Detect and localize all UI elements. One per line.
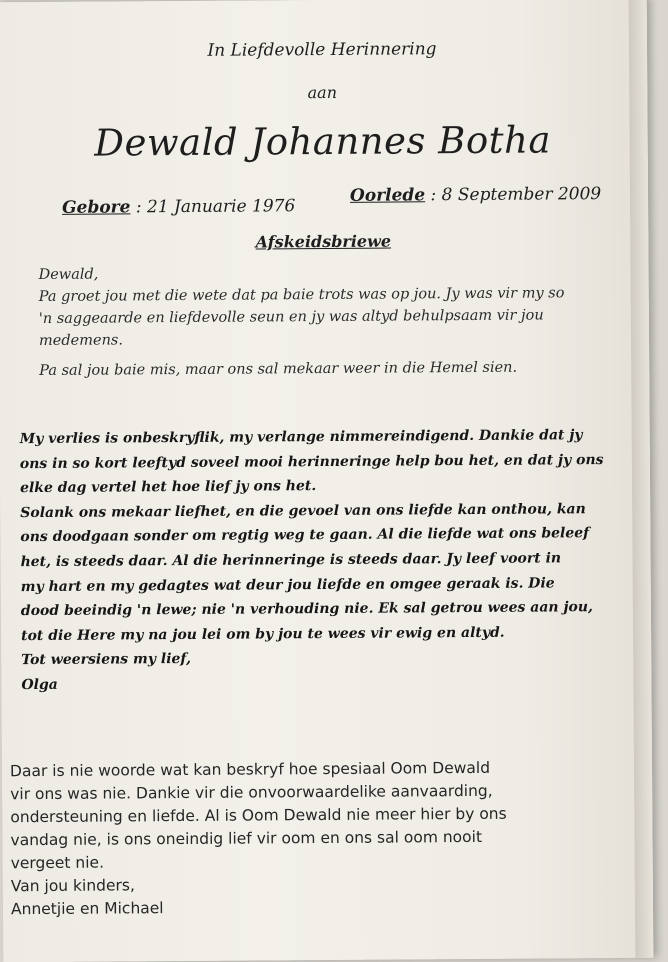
letter-line: Dewald,: [38, 266, 99, 283]
letter-olga: [20, 423, 622, 698]
letter-line: my hart en my gedagtes wat deur jou liefde en omgee geraak is. Die: [20, 574, 555, 595]
letter-line: dood beeindig 'n lewe; nie 'n verhouding nie. Ek sal getrou wees aan jou,: [20, 599, 593, 620]
letter-line: Pa sal jou baie mis, maar ons sal mekaar weer in die Hemel sien.: [39, 359, 518, 379]
signature-olga: Olga: [21, 676, 58, 694]
heading-aan: aan: [307, 82, 338, 103]
letter-line: het, is steeds daar. Al die herinneringe is steeds daar. Jy leef voort in: [20, 550, 562, 571]
letter-father: [38, 260, 619, 382]
letter-line: ons doodgaan sonder om regtig weg te gaan. Al die liefde wat ons beleef: [20, 525, 590, 546]
letter-line: vandag nie, is ons oneindig lief vir oom en ons sal oom nooit: [10, 827, 483, 850]
letter-line: tot die Here my na jou lei om by jou te wees vir ewig en altyd.: [21, 624, 505, 644]
memorial-heading: In Liefdevolle Herinnering: [207, 39, 437, 61]
letter-line: vir ons was nie. Dankie vir die onvoorwaardelike aanvaarding,: [10, 781, 493, 804]
letter-line: vergeet nie.: [10, 853, 105, 873]
letter-line: medemens.: [38, 332, 123, 349]
letter-line: Solank ons mekaar liefhet, en die gevoel van ons liefde kan onthou, kan: [20, 500, 586, 521]
letter-line: ondersteuning en liefde. Al is Oom Dewald nie meer hier by ons: [10, 804, 507, 827]
letter-line: elke dag vertel het hoe lief jy ons het.: [19, 478, 317, 497]
signature-children: Annetjie en Michael: [10, 899, 164, 919]
letter-line: ons in so kort leeftyd soveel mooi herinneringe help bou het, en dat jy ons: [19, 451, 604, 472]
letter-line: Tot weersiens my lief,: [21, 651, 192, 669]
letter-line: Pa groet jou met die wete dat pa baie trots was op jou. Jy was vir my so: [38, 285, 565, 305]
death-date: [350, 184, 601, 206]
born-date-value: : 21 Januarie 1976: [135, 196, 296, 218]
died-label: Oorlede: [349, 185, 426, 206]
letters-subtitle: Afskeidsbriewe: [255, 231, 392, 252]
letter-children: [10, 756, 631, 921]
letter-line: Van jou kinders,: [10, 876, 135, 896]
birth-date: [62, 196, 295, 218]
died-date-value: : 8 September 2009: [430, 184, 602, 206]
deceased-name: Dewald Johannes Botha: [94, 118, 552, 165]
letter-line: My verlies is onbeskryflik, my verlange nimmereindigend. Dankie dat jy: [19, 427, 583, 448]
letter-line: 'n saggeaarde en liefdevolle seun en jy was altyd behulpsaam vir jou: [38, 307, 544, 327]
born-label: Gebore: [62, 197, 131, 218]
letter-line: Daar is nie woorde wat kan beskryf hoe spesiaal Oom Dewald: [9, 758, 491, 781]
